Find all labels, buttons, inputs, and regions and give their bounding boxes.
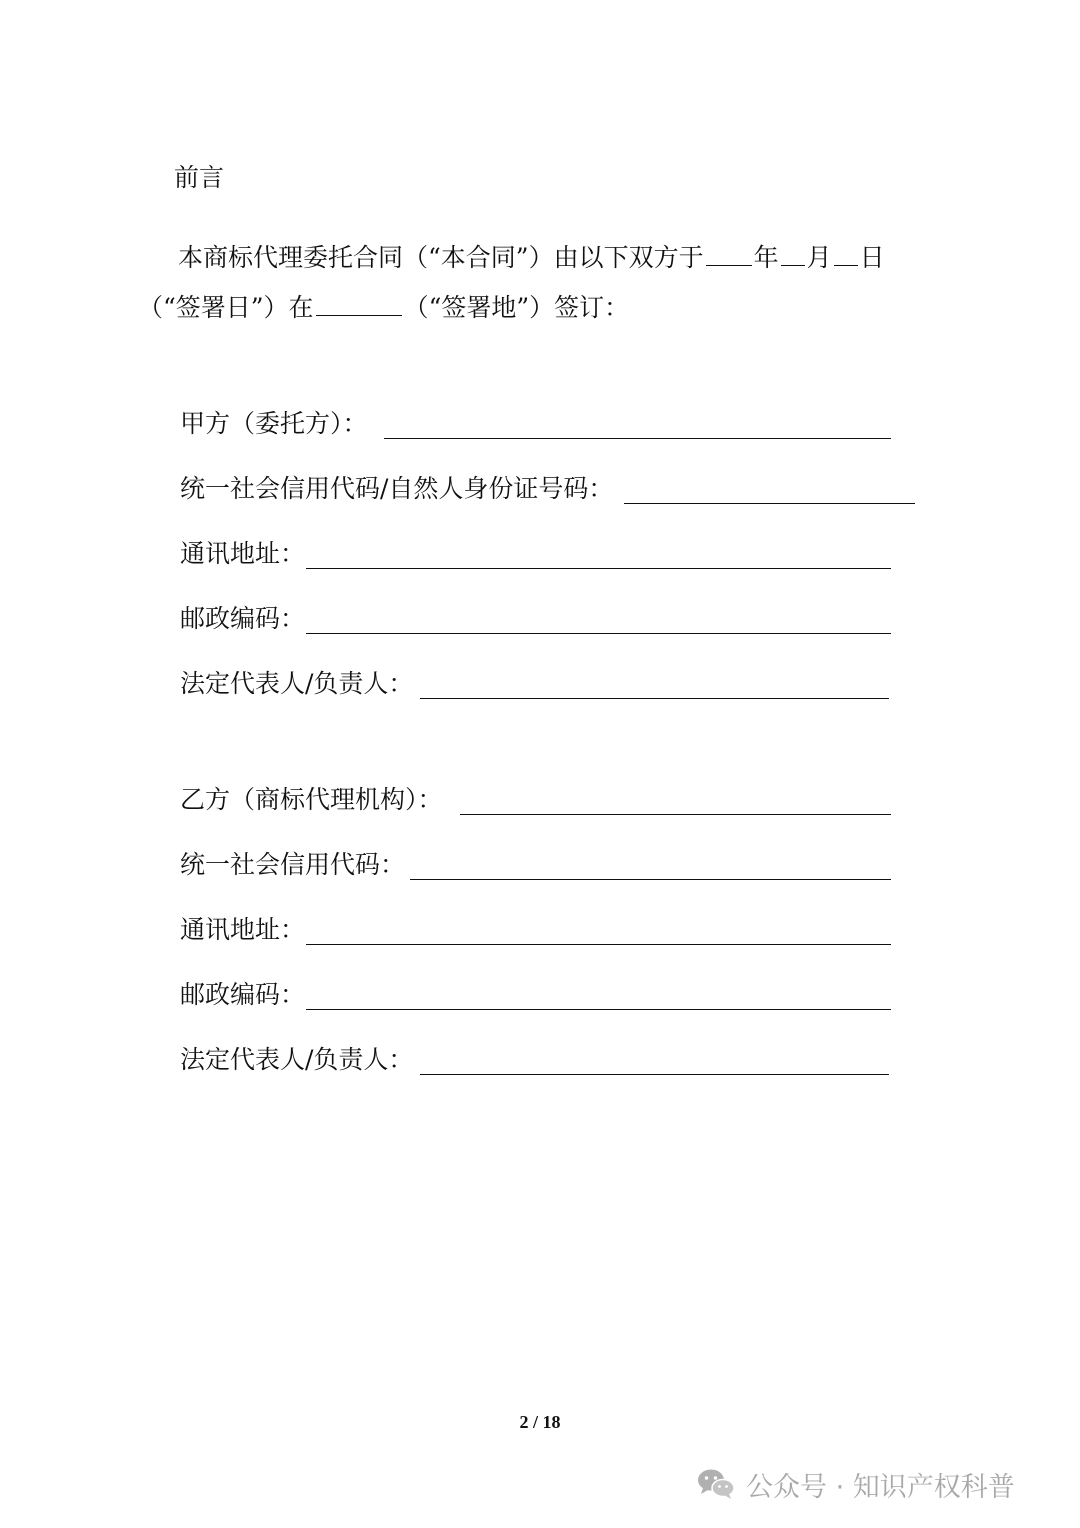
party-a-name-label: 甲方（委托方）：	[180, 409, 368, 438]
party-a-address-label: 通讯地址：	[180, 539, 306, 568]
page-number: 2 / 18	[519, 1412, 561, 1432]
month-blank[interactable]	[781, 241, 805, 266]
party-b-name-label: 乙方（商标代理机构）：	[180, 785, 443, 814]
party-b-rep-label: 法定代表人/负责人：	[180, 1045, 414, 1074]
party-a-address-field[interactable]	[306, 568, 891, 569]
watermark	[696, 1462, 1015, 1506]
signing-place-blank[interactable]	[316, 291, 402, 316]
party-a-code-field[interactable]	[624, 503, 915, 504]
party-a-postcode-label: 邮政编码：	[180, 604, 306, 633]
section-heading: 前言	[174, 163, 225, 192]
party-a-code-label: 统一社会信用代码/自然人身份证号码：	[180, 474, 614, 503]
wechat-icon	[696, 1467, 736, 1501]
watermark-text: 公众号 · 知识产权科普	[746, 1471, 1015, 1503]
day-blank[interactable]	[834, 241, 858, 266]
party-b-postcode-field[interactable]	[306, 1009, 891, 1010]
month-label: 月	[806, 243, 832, 272]
intro-line-1	[178, 240, 885, 276]
party-a-rep-label: 法定代表人/负责人：	[180, 669, 414, 698]
party-a-postcode-field[interactable]	[306, 633, 891, 634]
party-a-rep-field[interactable]	[420, 698, 889, 699]
intro-text: 本商标代理委托合同（“本合同”）由以下双方于	[178, 243, 704, 272]
party-b-postcode-label: 邮政编码：	[180, 980, 306, 1009]
party-b-code-label: 统一社会信用代码：	[180, 850, 406, 879]
year-blank[interactable]	[706, 241, 752, 266]
party-b-address-field[interactable]	[306, 944, 891, 945]
intro-line-2	[138, 290, 629, 326]
party-b-name-field[interactable]	[460, 814, 891, 815]
day-label: 日	[859, 243, 885, 272]
year-label: 年	[753, 243, 779, 272]
party-b-rep-field[interactable]	[420, 1074, 889, 1075]
signing-place-text: （“签署地”）签订：	[403, 293, 630, 322]
party-b-address-label: 通讯地址：	[180, 915, 306, 944]
signing-date-text: （“签署日”）在	[138, 293, 314, 322]
party-a-name-field[interactable]	[384, 438, 891, 439]
party-b-code-field[interactable]	[410, 879, 891, 880]
